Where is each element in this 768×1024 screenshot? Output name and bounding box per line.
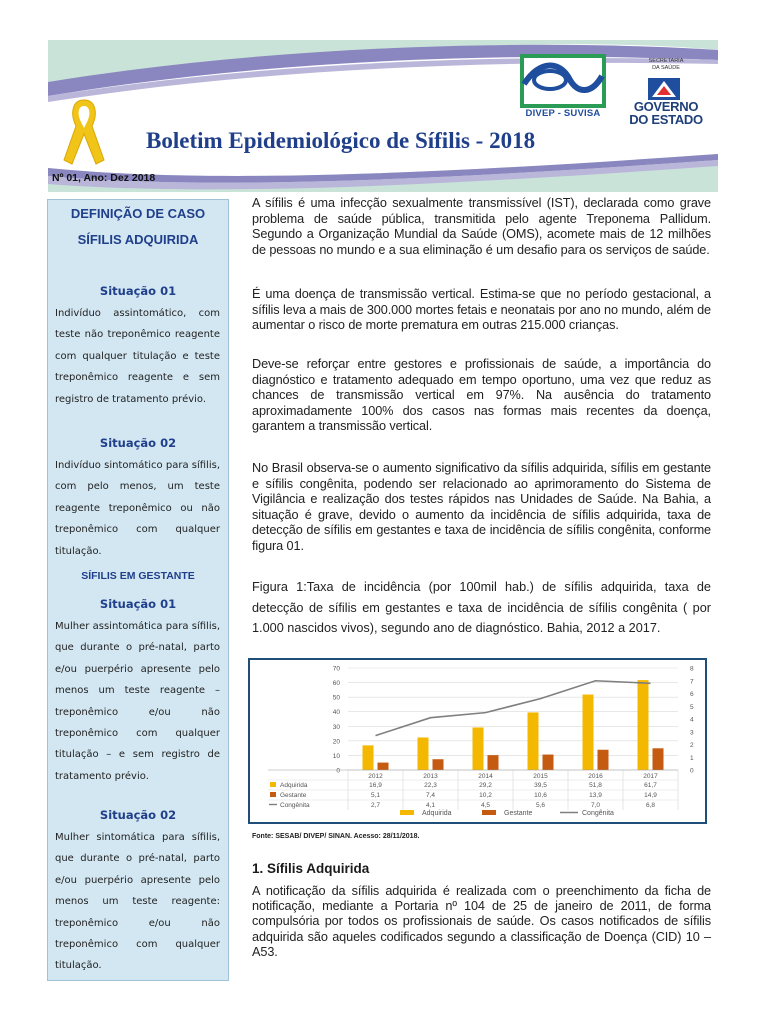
data-label: 10,2 [479, 792, 492, 799]
syphilis-chart [248, 658, 707, 824]
data-label: 2,7 [370, 802, 381, 809]
y2-tick-label: 6 [690, 691, 694, 698]
legend-swatch [270, 782, 276, 787]
data-label: 16,9 [369, 782, 382, 789]
gestante-situation-02-text: Mulher sintomática para sífilis, que durante o pré-natal, parto e/ou puerpério apresente pelo menos um teste reagente: treponêmico e/ou não treponêmico com qualquer titulação. [55, 832, 220, 972]
data-label: 4,1 [425, 802, 436, 809]
data-label: 13,9 [589, 792, 602, 799]
y-tick-label: 20 [332, 738, 340, 746]
data-label: 29,2 [479, 782, 492, 789]
x-tick-label: 2014 [478, 773, 493, 780]
y-tick-label: 0 [336, 767, 340, 775]
y2-tick-label: 8 [690, 665, 694, 673]
data-label: 14,9 [644, 792, 657, 799]
gestante-heading: SÍFILIS EM GESTANTE [81, 570, 195, 582]
governo-logo-icon [648, 78, 680, 100]
bar-adquirida [528, 712, 539, 770]
y2-tick-label: 4 [690, 716, 694, 724]
data-label: 39,5 [534, 782, 547, 789]
issue-number: Nº 01, Ano: Dez 2018 [52, 172, 156, 184]
y2-tick-label: 2 [690, 742, 694, 749]
data-label: 4,5 [480, 802, 491, 809]
bar-adquirida [363, 745, 374, 770]
legend-label: Gestante [504, 810, 533, 817]
divep-label: DIVEP - SUVISA [525, 108, 601, 119]
legend-label: Adquirida [422, 810, 452, 817]
bar-gestante [433, 759, 444, 770]
data-label: 5,1 [370, 792, 381, 799]
figure-caption: Figura 1:Taxa de incidência (por 100mil hab.) de sífilis adquirida, taxa de detecção de sífilis em gestantes e taxa de incidência de sífilis congênita ( por 1.000 nascidos vivos), segundo ano de diagnóstico. Bahia, 2012 a 2017. [252, 580, 711, 635]
bar-gestante [598, 750, 609, 770]
y-tick-label: 60 [332, 680, 340, 688]
divep-logo [520, 54, 606, 108]
y2-tick-label: 5 [690, 703, 694, 711]
y-tick-label: 10 [332, 752, 340, 760]
situation-02-label: Situação 02 [99, 436, 177, 450]
situation-02-text: Indivíduo sintomático para sífilis, com pelo menos, um teste reagente treponêmico ou não treponêmico com qualquer titulação. [55, 460, 220, 557]
data-label: 51,8 [589, 782, 602, 789]
y-tick-label: 70 [332, 665, 340, 673]
governo-line-1: GOVERNO [633, 99, 699, 114]
legend-swatch [270, 792, 276, 797]
table-series-name: Congênita [280, 802, 310, 809]
situation-01-text: Indivíduo assintomático, com teste não treponêmico reagente com qualquer titulação e teste treponêmico reagente e sem registro de tratamento prévio. [55, 308, 220, 405]
data-label: 5,6 [535, 802, 546, 809]
section-heading: 1. Sífilis Adquirida [252, 861, 370, 876]
situation-01-label: Situação 01 [99, 284, 177, 298]
x-tick-label: 2013 [423, 773, 438, 780]
bar-gestante [378, 763, 389, 770]
gestante-situation-01-label: Situação 01 [99, 597, 177, 611]
gestante-situation-02-label: Situação 02 [99, 808, 177, 822]
data-label: 22,3 [424, 782, 437, 789]
paragraph-intro: A sífilis é uma infecção sexualmente transmissível (IST), declarada como grave problema de saúde pública, transmitida pelo agente Treponema Pallidum. Segundo a Organização Mundial da Saúde (OMS), acomete mais de 12 milhões de pessoas no mundo e a sua eliminação é um desafio para os serviços de saúde. [252, 196, 711, 257]
y2-tick-label: 3 [690, 729, 694, 737]
legend-swatch [482, 810, 496, 815]
bar-gestante [488, 755, 499, 770]
paragraph-treatment: Deve-se reforçar entre gestores e profissionais de saúde, a importância do diagnóstico e tratamento adequado em tempo oportuno, uma vez que reduz as chances de transmissão vertical em 97%. Na ausência do tratamento aproximadamente 100% dos casos nas formas mais recentes da doença, garantem a transmissão vertical. [252, 357, 711, 433]
legend-label: Congênita [582, 810, 614, 817]
case-definition-sidebar [47, 199, 229, 981]
gestante-situation-01-text: Mulher assintomática para sífilis, que durante o pré-natal, parto e/ou puerpério apresente pelo menos um teste reagente – treponêmico e/ou não treponêmico com qualquer titulação – e sem registro de tratamento prévio. [55, 621, 220, 782]
bar-adquirida [638, 680, 649, 770]
x-tick-label: 2015 [533, 773, 548, 780]
paragraph-brazil-bahia: No Brasil observa-se o aumento significativo da sífilis adquirida, sífilis em gestante e sífilis congênita, podendo ser relacionado ao aprimoramento do Sistema de Vigilância e realização dos testes rápidos nas Unidades de Saúde. Na Bahia, a situação é grave, devido o aumento da incidência de sífilis adquirida, taxa de detecção de sífilis em gestantes e taxa de incidência de sífilis congênita, conforme figura 01. [252, 461, 711, 553]
section-paragraph: A notificação da sífilis adquirida é realizada com o preenchimento da ficha de notificação, mediante a Portaria nº 104 de 25 de janeiro de 2011, de forma compulsória por todos os profissionais de saúde. Os casos notificados de sífilis adquirida são aqueles codificados segundo a classificação de Doença (CID) 10 – A53. [252, 884, 711, 959]
data-label: 61,7 [644, 782, 657, 789]
paragraph-vertical-transmission: É uma doença de transmissão vertical. Estima-se que no período gestacional, a sífilis leva a mais de 300.000 mortes fetais e neonatais por ano no mundo, além de aumentar o risco de morte prematura em outras 215.000 crianças. [252, 287, 711, 332]
chart-svg [250, 660, 705, 822]
table-series-name: Gestante [280, 792, 307, 799]
data-label: 6,8 [645, 802, 656, 809]
secretaria-line-2: DA SAÚDE [652, 65, 680, 71]
y-tick-label: 40 [332, 709, 340, 717]
table-series-name: Adquirida [280, 782, 308, 789]
y2-tick-label: 0 [690, 767, 694, 775]
chart-source: Fonte: SESAB/ DIVEP/ SINAN. Acesso: 28/11/2018. [252, 833, 420, 840]
governo-name [626, 100, 706, 126]
sidebar-heading-1: DEFINIÇÃO DE CASO [70, 206, 206, 221]
secretaria-line-1: SECRETARIA [648, 58, 684, 64]
bar-adquirida [473, 727, 484, 770]
governo-line-2: DO ESTADO [629, 112, 703, 127]
y2-tick-label: 7 [690, 678, 694, 686]
bar-adquirida [418, 738, 429, 770]
awareness-ribbon-icon [58, 96, 110, 168]
bulletin-title: Boletim Epidemiológico de Sífilis - 2018 [146, 128, 536, 153]
header-background [48, 40, 718, 192]
sidebar-heading-2: SÍFILIS ADQUIRIDA [77, 232, 199, 247]
x-tick-label: 2016 [588, 773, 603, 780]
legend-swatch [400, 810, 414, 815]
y-tick-label: 30 [332, 723, 340, 731]
line-congenita [376, 681, 651, 736]
y-tick-label: 50 [332, 694, 340, 702]
bar-gestante [653, 748, 664, 770]
data-label: 7,4 [425, 792, 436, 799]
bar-gestante [543, 755, 554, 770]
data-label: 7,0 [590, 802, 601, 809]
x-tick-label: 2017 [643, 773, 658, 780]
secretaria-label [636, 58, 696, 72]
data-label: 10,6 [534, 792, 547, 799]
y2-tick-label: 1 [690, 754, 694, 762]
bar-adquirida [583, 695, 594, 770]
x-tick-label: 2012 [368, 773, 383, 780]
